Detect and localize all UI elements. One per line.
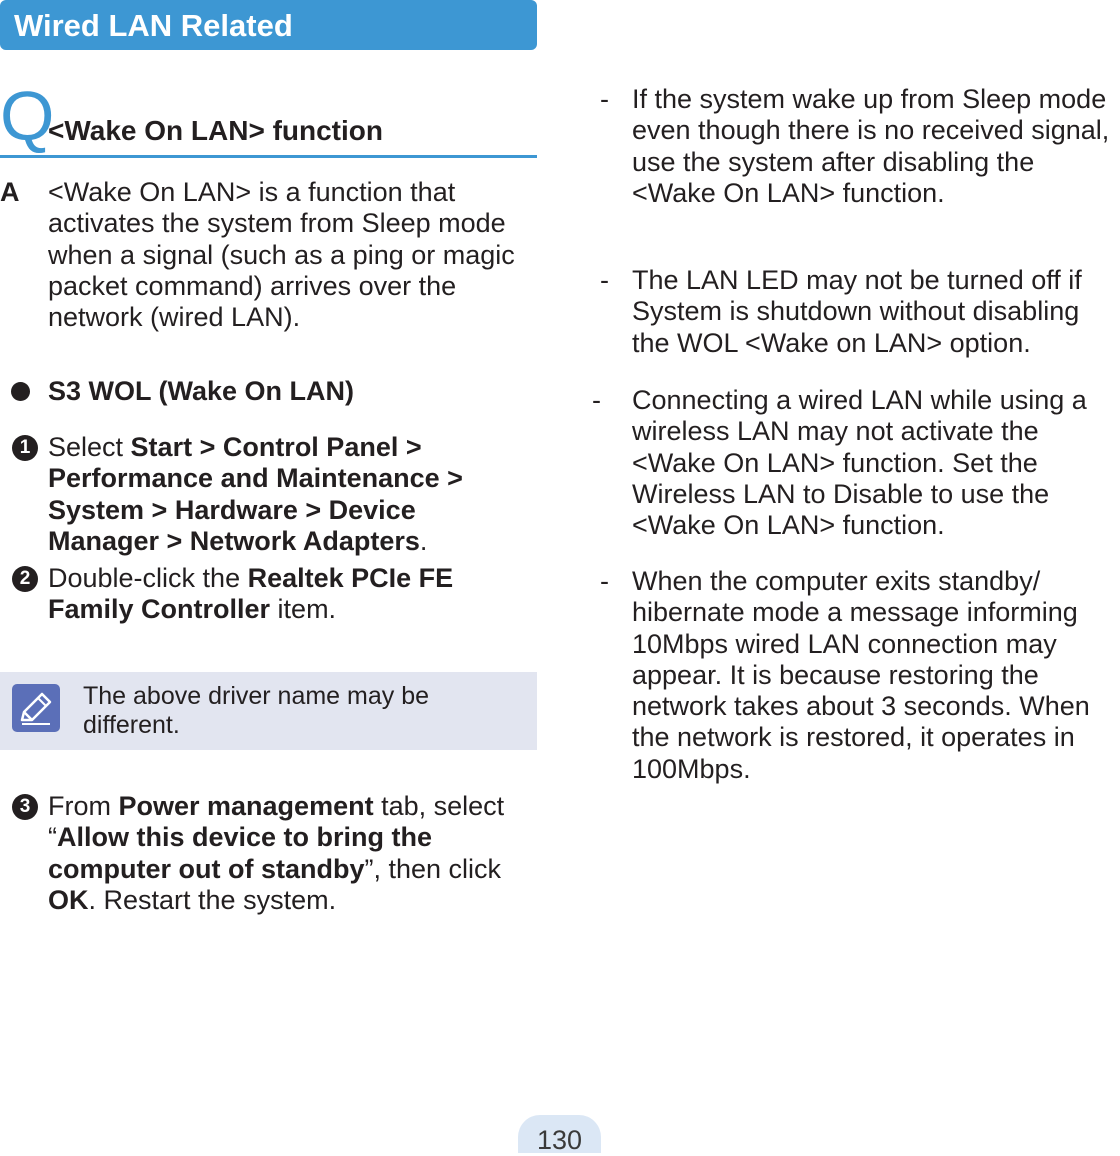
step-3-ok: OK bbox=[48, 884, 89, 915]
pencil-note-icon bbox=[12, 684, 60, 732]
step-2-suffix: item. bbox=[270, 594, 337, 625]
step-3-option: Allow this device to bring the computer out of standby bbox=[48, 822, 433, 884]
note-text: The above driver name may be different. bbox=[83, 682, 430, 739]
step-3-tab-name: Power management bbox=[118, 791, 374, 821]
question-marker: Q bbox=[0, 77, 55, 155]
step-3-mid2: ”, then click bbox=[364, 853, 502, 884]
note-dash: - bbox=[600, 84, 609, 114]
answer-text: <Wake On LAN> is a function that activates the system from Sleep mode when a signal (such as a ping or magic packet command) arrives over the network (wired LAN). bbox=[48, 177, 515, 333]
step-2-text bbox=[48, 563, 518, 626]
question-title: <Wake On LAN> function bbox=[48, 115, 383, 146]
right-note-4: When the computer exits standby/ hibernate mode a message informing 10Mbps wired LAN connection may appear. It is because restoring the network takes about 3 seconds. When the network is restored, it operates in 100Mbps. bbox=[632, 566, 1090, 784]
bullet-icon bbox=[11, 382, 30, 401]
step-1-path: Start > Control Panel > Performance and Maintenance > System > Hardware > Device Manager > Network Adapters bbox=[48, 432, 463, 556]
step-number-3-icon: 3 bbox=[12, 794, 38, 820]
section-header-bar bbox=[0, 0, 537, 50]
step-3-mid1: tab, select “ bbox=[48, 791, 505, 853]
step-1-suffix: . bbox=[419, 525, 428, 556]
step-number-1-icon: 1 bbox=[12, 435, 38, 461]
note-dash: - bbox=[600, 566, 609, 596]
step-2-prefix: Double-click the bbox=[48, 563, 248, 593]
question-divider bbox=[0, 155, 537, 158]
step-number-2-icon: 2 bbox=[12, 566, 38, 592]
step-2-device: Realtek PCIe FE Family Controller bbox=[48, 563, 454, 625]
page-number-tab bbox=[518, 1115, 601, 1153]
page-number: 130 bbox=[536, 1125, 583, 1155]
step-3-prefix: From bbox=[48, 791, 119, 821]
right-note-3: Connecting a wired LAN while using a wireless LAN may not activate the <Wake On LAN> function. Set the Wireless LAN to Disable to use the <Wake On LAN> function. bbox=[632, 385, 1087, 541]
pencil-icon-svg bbox=[12, 684, 60, 732]
subsection-title: S3 WOL (Wake On LAN) bbox=[48, 376, 355, 406]
step-3-suffix: . Restart the system. bbox=[88, 884, 337, 915]
right-note-1: If the system wake up from Sleep mode even though there is no received signal, use the system after disabling the <Wake On LAN> function. bbox=[632, 84, 1110, 208]
answer-marker: A bbox=[0, 177, 20, 207]
step-3-text bbox=[48, 791, 540, 916]
note-dash: - bbox=[592, 385, 601, 415]
step-1-text bbox=[48, 432, 518, 557]
step-1-prefix: Select bbox=[48, 432, 131, 462]
note-dash: - bbox=[600, 265, 609, 295]
right-note-2: The LAN LED may not be turned off if System is shutdown without disabling the WOL <Wake on LAN> option. bbox=[632, 265, 1082, 358]
note-box bbox=[0, 672, 537, 750]
section-title: Wired LAN Related bbox=[14, 8, 293, 43]
